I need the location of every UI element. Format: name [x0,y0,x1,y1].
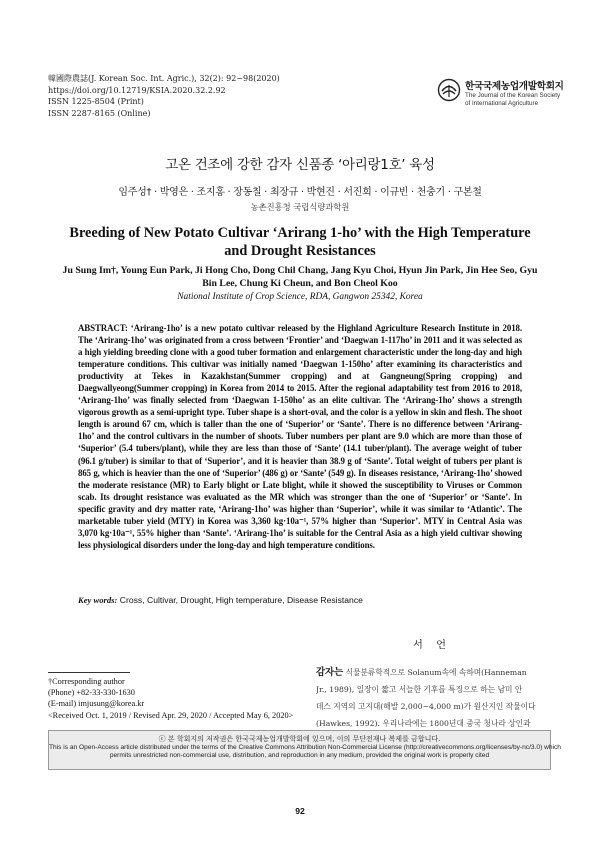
issn-print: ISSN 1225-8504 (Print) [48,97,144,107]
korean-affiliation: 농촌진흥청 국립식량과학원 [250,202,350,212]
society-name-en-line2: of International Agriculture [465,100,539,107]
license-cc-line1: This is an Open-Access article distributed under the terms of the Creative Commons Attribution Non-Commercial License (http://creativecommons.org/licenses/by-nc/3.0) which [49,743,561,751]
intro-lead-word: 감자는 [316,667,344,678]
doi-link[interactable]: https://doi.org/10.12719/KSIA.2020.32.2.92 [48,85,226,95]
abstract: ABSTRACT: ‘Arirang-1ho’ is a new potato cultivar released by the Highland Agriculture Research Institute in 2018. The ‘Arirang-1ho’ was originated from a cross between ‘Frontier’ and ‘Daegwan 1-117ho’ in 2011 and it was selected as a high yielding breeding clone with a good tuber formation and enlargement characteristic under the long-day and high temperature conditions. This cultivar was initially named ‘Daegwan 1-150ho’ after examining its characteristics and productivity at Tekes in Kazakhstan(Summer cropping) and at Gangneung(Spring cropping) and Daegwallyeong(Summer cropping) in Korea from 2014 to 2015. After the regional adaptability test from 2016 to 2018, ‘Arirang-1ho’ was finally selected from ‘Daegwan 1-150ho’ as an elite cultivar. The ‘Arirang-1ho’ shows a strength vigorous growth as a semi-upright type. Tuber shape is a short-oval, and the color is a yellow in skin and flesh. The shoot length is around 67 cm, which is taller than the one of ‘Superior’ or ‘Sante’. There is no difference between ‘Arirang-1ho’ and the control cultivars in the number of shoots. Tuber numbers per plant are 9.0 which are more than those of ‘Superior’ (5.4 tubers/plant), while they are less than those of ‘Sante’ (14.1 tuber/plant). The average weight of tuber (96.1 g/tuber) is similar to that of ‘Superior’, and it is heavier than 38.9 g of ‘Sante’. Total weight of tubers per plant is 865 g, which is heavier than the one of ‘Superior’ (486 g) or ‘Sante’ (549 g). In diseases resistance, ‘Arirang-1ho’ showed the moderate resistance (MR) to Early blight or Late blight, while it showed the susceptibility to Viruses or Common scab. Its drought resistance was evaluated as the MR which was stronger than the one of ‘Superior’ or ‘Sante’. In specific gravity and dry matter rate, ‘Arirang-1ho’ was higher than ‘Superior’, while it was similar to ‘Atlantic’. The marketable tuber yield (MTY) in Korea was 3,360 kg·10a⁻¹, 57% higher than ‘Superior’. MTY in Central Asia was 3,070 kg·10a⁻¹, 55% higher than ‘Sante’. ‘Arirang-1ho’ is suitable for the Central Asia as a high yield cultivar showing less physiological disorders under the long-day and high temperature conditions. [78,323,522,550]
footnote-divider [48,672,130,673]
society-logo [437,76,563,120]
intro-line-3: 데스 지역의 고지대(해발 2,000~4,000 m)가 원산지인 작물이다 [316,702,536,711]
corresponding-author-footnote [48,676,293,721]
intro-line-2: Jr., 1989), 일장이 짧고 서늘한 기후를 특징으로 하는 남미 안 [316,685,523,694]
intro-line-4: (Hawkes, 1992). 우리나라에는 1800년대 중국 청나라 상인과 [316,719,531,728]
introduction-text [316,664,562,732]
journal-header [48,73,280,119]
english-affiliation: National Institute of Crop Science, RDA, Gangwon 25342, Korea [177,292,423,302]
license-copyright: ⓒ 본 학회지의 저작권은 한국국제농업개발학회에 있으며, 이의 무단전재나 복제를 금합니다. [158,735,441,743]
english-title: Breeding of New Potato Cultivar ‘Arirang 1-ho’ with the High Temperature and Drought Resistances [69,225,531,259]
keywords [78,595,522,605]
journal-citation [48,73,280,85]
english-authors-line1: Ju Sung Im†, Young Eun Park, Ji Hong Cho, Dong Chil Chang, Jang Kyu Choi, Hyun Jin Park, Jin Hee Seo, Gyu [62,265,538,276]
society-emblem-icon [437,78,461,102]
footnote-email[interactable]: (E-mail) imjusung@korea.kr [48,699,145,709]
keywords-label: Key words: [78,595,118,605]
english-authors [30,265,570,290]
journal-citation-text: (J. Korean Soc. Int. Agric.), 32(2): 92~98(2020) [88,74,280,83]
footnote-label: †Corresponding author [48,677,125,686]
korean-title: 고온 건조에 강한 감자 신품종 ‘아리랑1호’ 육성 [165,157,435,173]
korean-authors: 임주성† · 박영은 · 조지홍 · 장동칠 · 최장규 · 박현진 · 서진희 · 이규빈 · 천충기 · 구본철 [118,187,482,198]
society-name-en [465,92,560,108]
section-heading-introduction: 서 언 [413,640,451,651]
intro-line-1 [316,664,562,681]
footnote-dates: <Received Oct. 1, 2019 / Revised Apr. 29, 2020 / Accepted May 6, 2020> [48,710,294,720]
society-name-ko: 한국국제농업개발학회지 [465,81,564,92]
issn-online: ISSN 2287-8165 (Online) [48,108,151,118]
footnote-phone: (Phone) +82-33-330-1630 [48,688,135,698]
intro-line-1-text: 식물분류학적으로 Solanum속에 속하며(Hanneman [343,668,527,677]
license-cc-line2: permits unrestricted non-commercial use, distribution, and reproduction in any medium, provided the original work is properly cited [109,752,490,760]
journal-abbrev-cjk: 韓國際農誌 [48,74,88,83]
page-number: 92 [295,806,305,816]
english-authors-line2: Bin Lee, Chung Ki Cheun, and Bon Cheol Koo [202,277,398,289]
keywords-list: Cross, Cultivar, Drought, High temperature, Disease Resistance [119,595,363,605]
society-name-en-line1: The Journal of the Korean Society [465,92,561,99]
license-box [48,730,561,770]
